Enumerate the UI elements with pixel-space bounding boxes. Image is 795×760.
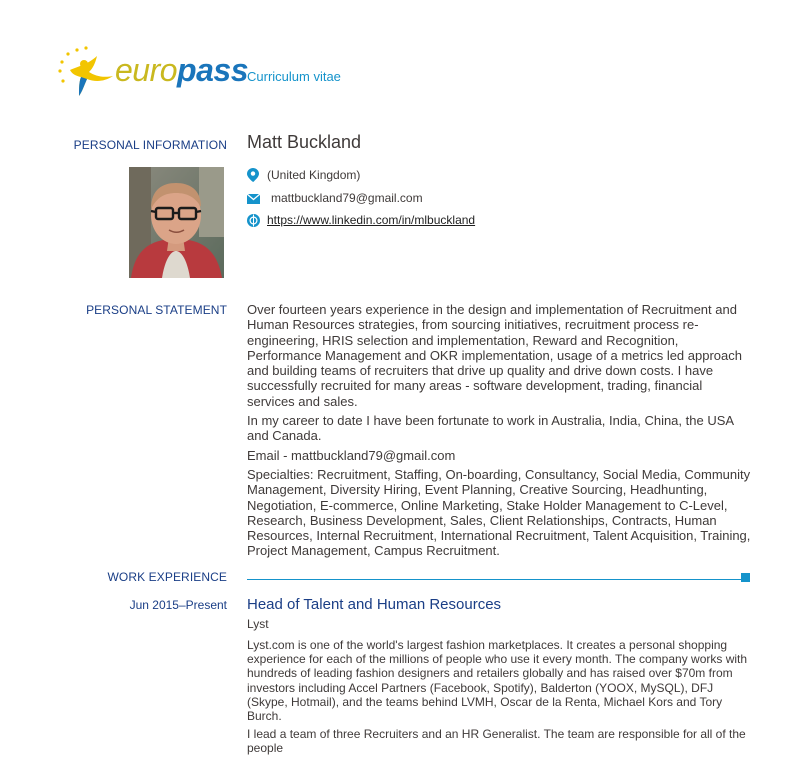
person-name: Matt Buckland (247, 132, 362, 152)
personal-statement-body (247, 302, 752, 563)
job-description-paragraph: Lyst.com is one of the world's largest fashion marketplaces. It creates a personal shopping experience for each of the millions of people who use it every month. The company works with hundreds of leading fashion designers and retailers globally and has raised over $70m from investors including Accel Partners (Facebook, Spotify), Balderton (YOOX, MySQL), DFJ (Skype, Hotmail), and the teams behind LVMH, Oscar de la Renta, Michael Kors and Tory Burch. (247, 638, 748, 724)
linkedin-link[interactable]: https://www.linkedin.com/in/mlbuckland (267, 213, 476, 227)
europass-figure-icon (57, 44, 117, 100)
profile-photo (129, 167, 224, 278)
location-text: (United Kingdom) (267, 168, 361, 182)
europass-logo (57, 44, 248, 100)
statement-paragraph: In my career to date I have been fortunate to work in Australia, India, China, the USA and Canada. (247, 413, 734, 444)
job-company: Lyst (247, 617, 269, 631)
job-description (247, 638, 757, 760)
statement-specialties: Specialties: Recruitment, Staffing, On-boarding, Consultancy, Social Media, Community Management, Diversity Hiring, Event Planning, Creative Sourcing, Headhunting, Negotiation, E-commerce, Online Marketing, Stake Holder Management to C-Level, Research, Business Development, Sales, Client Relationships, Contracts, Human Resources, Internal Recruitment, International Recruitment, Talent Acquisition, Training, Project Management, Campus Recruitment. (247, 466, 751, 559)
web-globe-icon (247, 214, 260, 227)
cv-title: Curriculum vitae (247, 69, 341, 84)
personal-statement-heading: PERSONAL STATEMENT (86, 303, 227, 317)
email-text[interactable]: mattbuckland79@gmail.com (271, 191, 423, 205)
section-divider-marker (741, 573, 750, 582)
location-pin-icon (247, 168, 259, 182)
job-dates: Jun 2015–Present (129, 598, 227, 612)
statement-email: Email - mattbuckland79@gmail.com (247, 447, 456, 463)
job-title: Head of Talent and Human Resources (247, 596, 502, 613)
personal-information-heading: PERSONAL INFORMATION (73, 138, 227, 152)
work-experience-heading: WORK EXPERIENCE (107, 570, 227, 584)
statement-paragraph: Over fourteen years experience in the design and implementation of Recruitment and Human Resources strategies, from sourcing initiatives, recruitment process re-engineering, HRIS selection and implementation, Reward and Recognition, Performance Management and OKR implementation, usage of a metrics led approach and building teams of recruiters that drive up quality and drive down costs. I have successfully recruited for many areas - software development, trading, financial services and sales. (247, 302, 742, 409)
section-divider (247, 579, 743, 580)
job-description-paragraph: I lead a team of three Recruiters and an HR Generalist. The team are responsible for all of the people (247, 727, 746, 756)
email-envelope-icon (247, 194, 260, 204)
europass-wordmark: europass (115, 52, 248, 88)
